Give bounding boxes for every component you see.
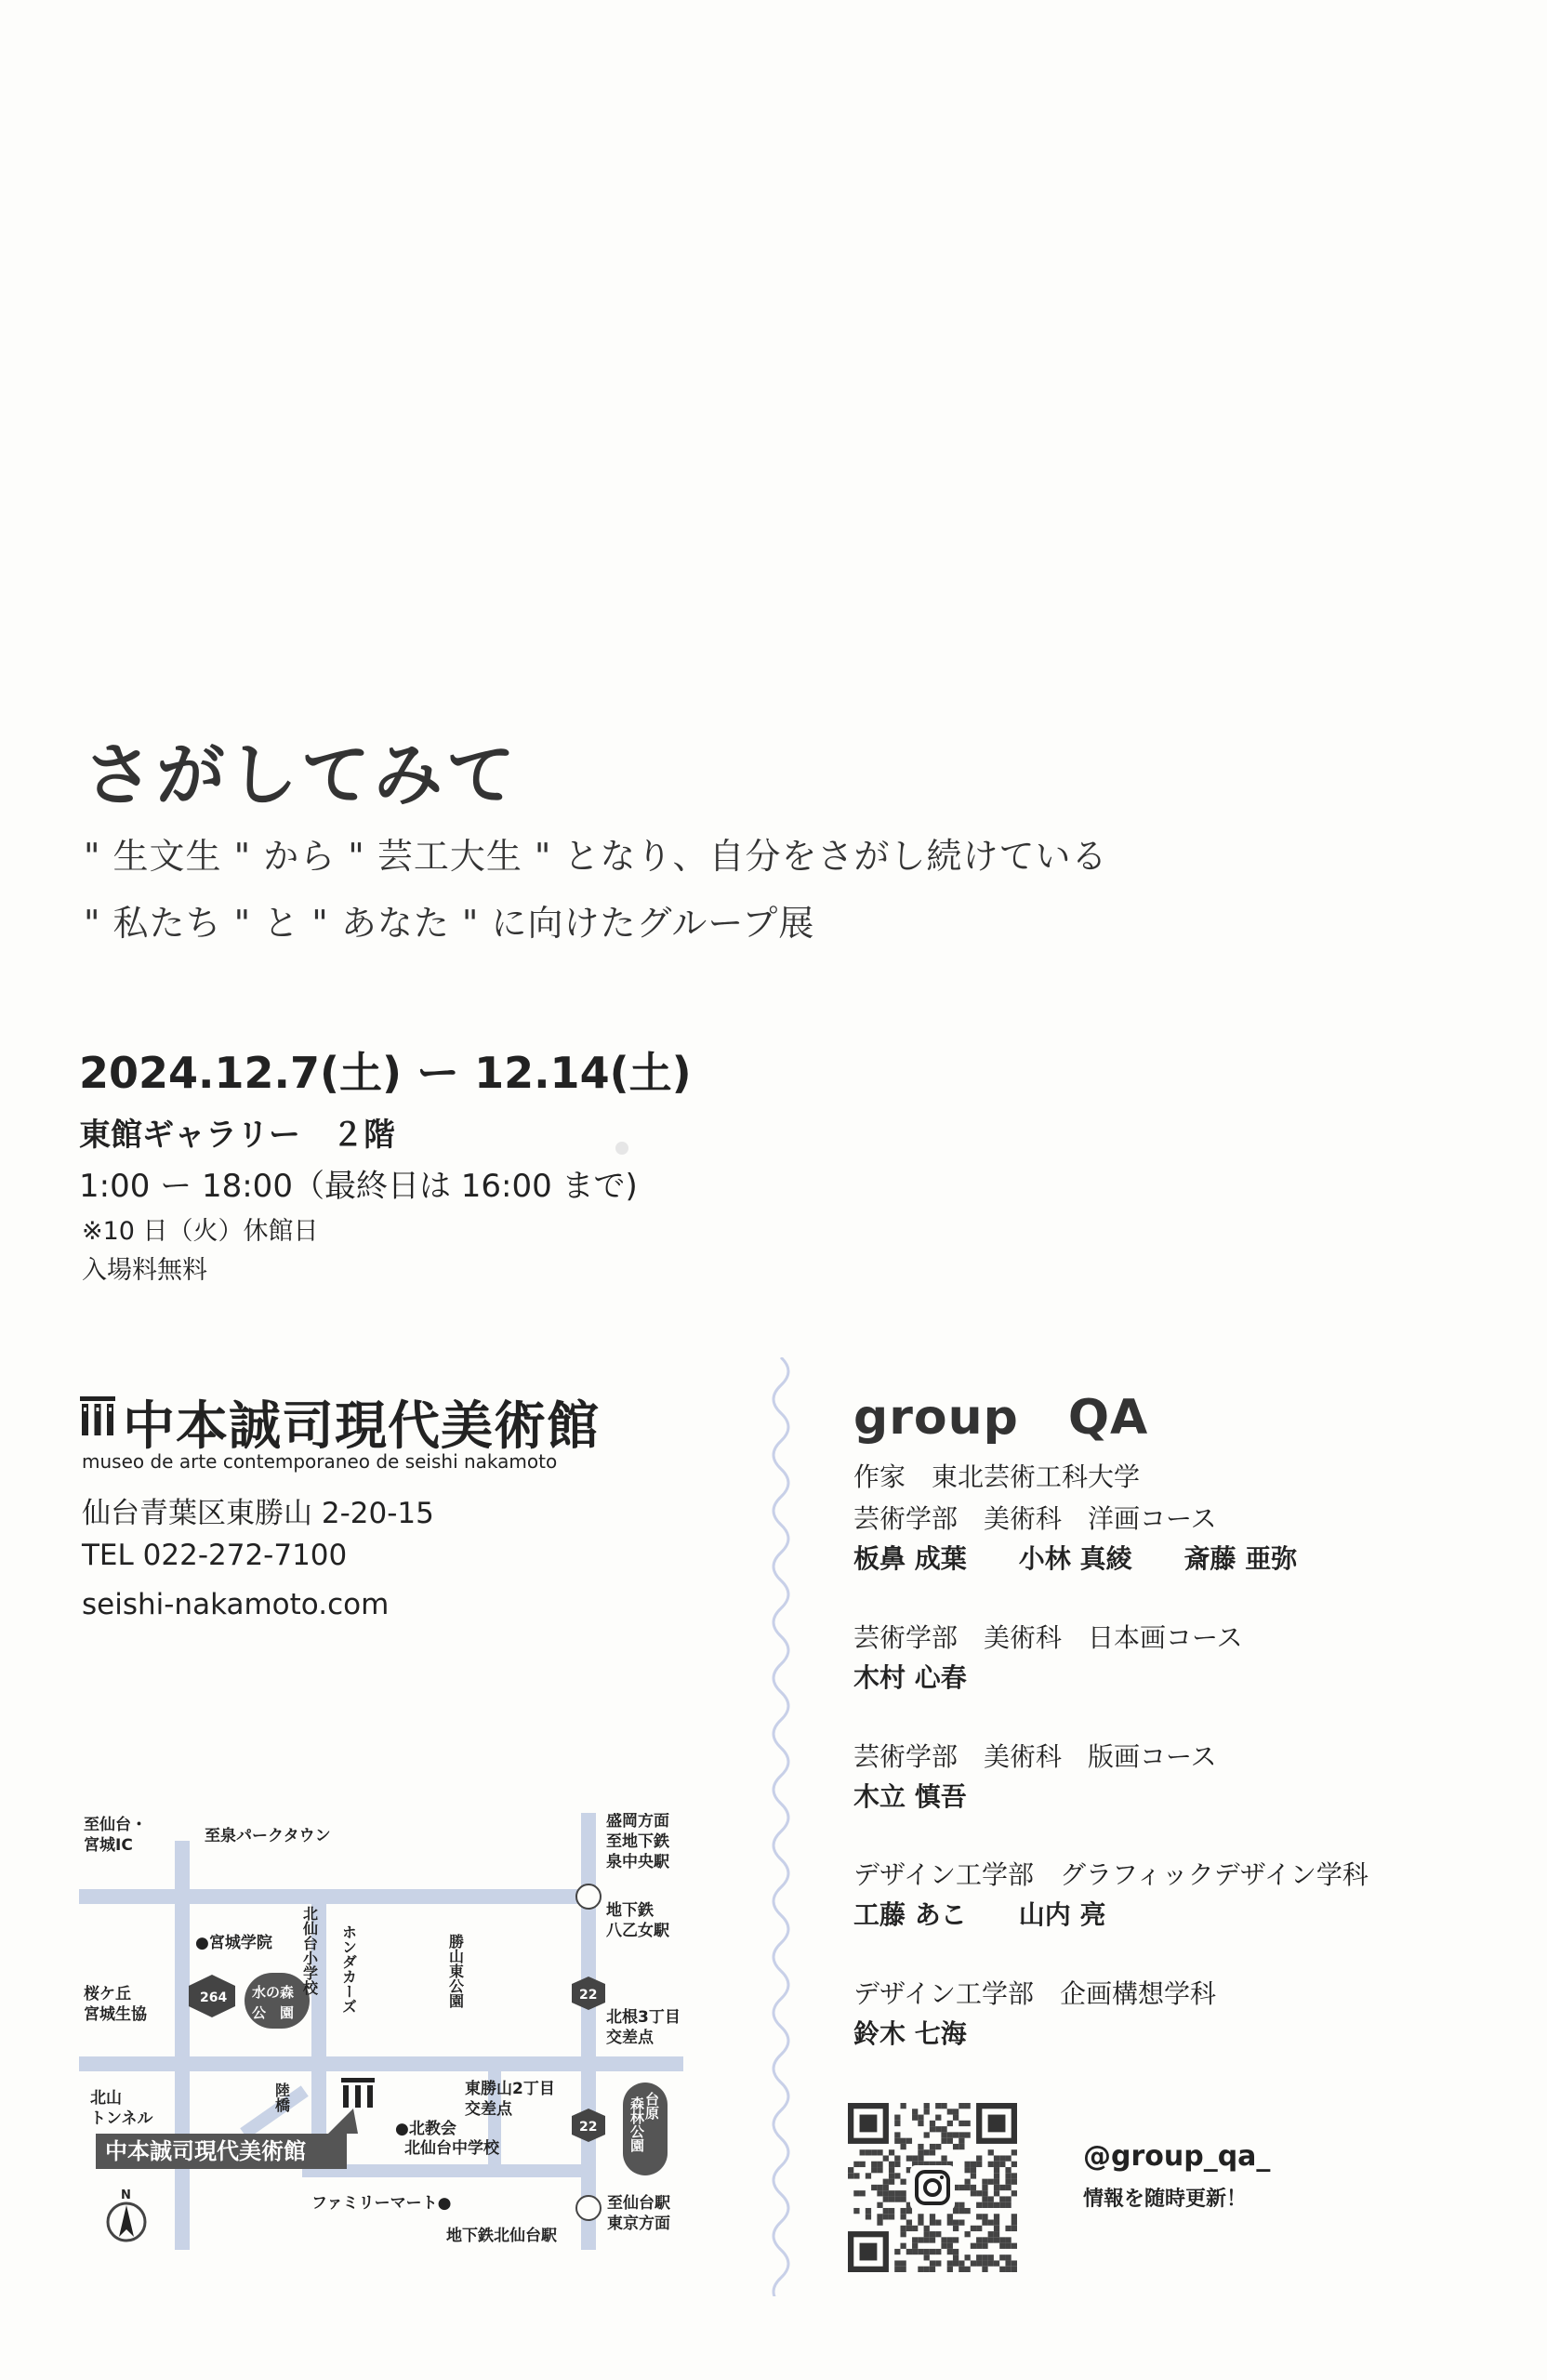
department-line: 作家 東北芸術工科大学 <box>853 1461 1141 1492</box>
closed-day: ※10 日（火）休館日 <box>82 1217 319 1246</box>
artist-names: 工藤 あこ 山内 亮 <box>853 1899 1106 1930</box>
instagram-handle[interactable]: @group_qa_ <box>1083 2140 1271 2173</box>
museum-label-pointer <box>328 2109 358 2134</box>
map-label-nw1: 至仙台・ <box>84 1816 147 1834</box>
museum-address: 仙台青葉区東勝山 2-20-15 <box>82 1497 434 1530</box>
wavy-divider <box>762 1357 800 2300</box>
map-label-kitayama1: 北山 <box>90 2089 122 2108</box>
access-map <box>79 1813 683 2250</box>
artist-names: 木村 心春 <box>853 1662 967 1693</box>
map-label-mizunomori2: 公 園 <box>252 2004 295 2021</box>
map-label-museum: 中本誠司現代美術館 <box>105 2138 306 2164</box>
map-label-parktown: 至泉パークタウン <box>205 1827 331 1845</box>
map-label-se1: 至仙台駅 <box>607 2194 670 2213</box>
station-kitasendai-icon <box>576 2196 601 2220</box>
map-label-nw2: 宮城IC <box>84 1836 133 1855</box>
map-road-east <box>581 1813 596 2250</box>
map-label-katsuyama-park: 勝山東公園 <box>446 1934 465 2008</box>
map-label-ne3: 泉中央駅 <box>606 1853 669 1871</box>
department-line: 芸術学部 美術科 版画コース <box>853 1741 1217 1772</box>
instagram-note: 情報を随時更新！ <box>1083 2188 1248 2211</box>
map-label-subway-kitasendai: 地下鉄北仙台駅 <box>446 2227 557 2245</box>
map-label-kitayama2: トンネル <box>90 2109 153 2128</box>
department-line: 芸術学部 美術科 日本画コース <box>853 1622 1243 1653</box>
exhibition-dates: 2024.12.7(土) ー 12.14(土) <box>79 1048 692 1098</box>
department-line: デザイン工学部 グラフィックデザイン学科 <box>853 1859 1368 1890</box>
map-label-kitasendai-jh: 北仙台中学校 <box>404 2139 499 2158</box>
opening-hours: 1:00 ー 18:00（最終日は 16:00 まで) <box>79 1168 638 1205</box>
map-label-familymart: ファミリーマート● <box>311 2194 452 2213</box>
instagram-icon <box>910 2165 955 2210</box>
subtitle-line-1: " 生文生 " から " 芸工大生 " となり、自分をさがし続けている <box>84 836 1108 877</box>
artist-names: 木立 慎吾 <box>853 1781 967 1812</box>
instagram-qr-code[interactable] <box>848 2103 1017 2272</box>
station-yaotome-icon <box>576 1884 601 1909</box>
map-label-kitane1: 北根3丁目 <box>606 2008 681 2027</box>
map-road-main <box>79 2056 683 2071</box>
map-label-sakuragaoka2: 宮城生協 <box>84 2005 147 2024</box>
venue: 東館ギャラリー ２階 <box>79 1117 395 1154</box>
map-road-north <box>79 1889 596 1904</box>
department-line: 芸術学部 美術科 洋画コース <box>853 1503 1217 1534</box>
map-label-miyagigakuin: ●宮城学院 <box>195 1934 272 1952</box>
map-label-rikkyo: 陸橋 <box>272 2082 291 2112</box>
map-label-higashikatsu1: 東勝山2丁目 <box>465 2080 555 2098</box>
map-label-ne1: 盛岡方面 <box>606 1813 669 1831</box>
department-line: デザイン工学部 企画構想学科 <box>853 1978 1217 2009</box>
map-label-ne2: 至地下鉄 <box>606 1832 669 1851</box>
paper-speck <box>615 1142 628 1155</box>
map-label-dainohara2: 森林公園 <box>628 2096 645 2152</box>
map-label-church: ●北教会 <box>395 2120 456 2138</box>
subtitle-line-2: " 私たち " と " あなた " に向けたグループ展 <box>84 903 815 944</box>
admission: 入場料無料 <box>82 1256 207 1285</box>
artist-names: 鈴木 七海 <box>853 2018 967 2049</box>
map-label-honda: ホンダカーズ <box>339 1924 358 2014</box>
museum-website[interactable]: seishi-nakamoto.com <box>82 1588 390 1621</box>
map-label-kitane2: 交差点 <box>606 2029 654 2047</box>
museum-tel: TEL 022-272-7100 <box>82 1539 348 1572</box>
museum-logo-icon <box>79 1393 116 1441</box>
museum-latin-name: museo de arte contemporaneo de seishi nakamoto <box>82 1450 558 1473</box>
map-label-higashikatsu2: 交差点 <box>465 2100 512 2119</box>
map-label-north: N <box>121 2188 131 2202</box>
museum-name: 中本誠司現代美術館 <box>123 1396 600 1457</box>
map-label-yaotome1: 地下鉄 <box>606 1901 654 1920</box>
artist-names: 板鼻 成葉 小林 真綾 斎藤 亜弥 <box>853 1543 1298 1574</box>
map-label-mizunomori1: 水の森 <box>252 1984 295 2001</box>
museum-map-icon <box>341 2078 375 2108</box>
map-label-se2: 東京方面 <box>607 2215 670 2233</box>
group-title: group QA <box>853 1390 1149 1446</box>
exhibition-title: さがしてみて <box>84 735 519 815</box>
map-label-route22a: 22 <box>579 1988 598 2003</box>
map-label-kitasendai-elem: 北仙台小学校 <box>300 1906 319 1995</box>
map-label-route264: 264 <box>200 1990 228 2005</box>
map-label-yaotome2: 八乙女駅 <box>606 1922 669 1940</box>
map-label-dainohara1: 台原 <box>643 2092 660 2120</box>
map-label-sakuragaoka1: 桜ケ丘 <box>84 1985 131 2003</box>
map-label-route22b: 22 <box>579 2120 598 2135</box>
